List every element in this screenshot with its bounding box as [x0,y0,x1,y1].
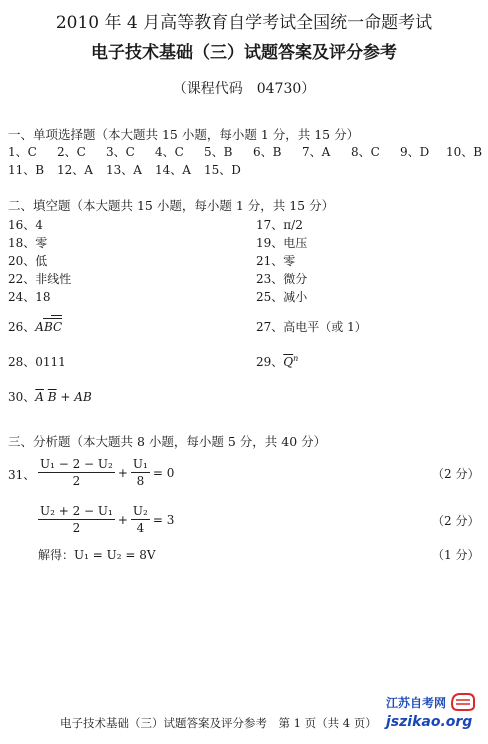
answer-30-rest: + AB [56,390,92,404]
fill-answer: 18、零 [8,236,48,250]
eq2-denominator-1: 2 [72,521,81,535]
section-heading-fill: 二、填空题（本大题共 15 小题，每小题 1 分，共 15 分） [8,198,335,213]
eq2-points: （2 分） [432,514,480,528]
watermark-top-text: 江苏自考网 [386,696,447,710]
equation-2 [38,503,174,536]
answer-29-number: 29、 [256,355,284,369]
exam-title: 2010 年 4 月高等教育自学考试全国统一命题考试 [55,13,433,33]
eq1-plus: + [117,465,128,480]
choice-answer: 13、A [106,163,142,177]
solution-line [38,546,156,563]
choice-answer: 10、B [446,145,483,159]
eq2-rhs: = 3 [152,512,175,527]
eq1-points: （2 分） [432,467,480,481]
site-watermark [386,690,486,740]
choice-answer: 11、B [8,163,45,177]
choice-answer: 1、C [8,145,37,159]
choice-answer: 5、B [204,145,233,159]
answer-26 [8,318,62,335]
fill-answer: 25、减小 [256,290,308,304]
page-footer: 电子技术基础（三）试题答案及评分参考 第 1 页（共 4 页） [60,716,377,730]
fill-answer: 24、18 [8,290,51,304]
section-heading-choice: 一、单项选择题（本大题共 15 小题，每小题 1 分，共 15 分） [8,127,360,142]
watermark-bottom-text: jszikao.org [386,714,473,730]
choice-answer: 4、C [155,145,184,159]
eq1-rhs: = 0 [152,465,175,480]
answer-30-number: 30、 [8,390,36,404]
eq2-fraction-1 [38,503,115,536]
document-subtitle: 电子技术基础（三）试题答案及评分参考 [91,43,397,63]
choice-answer: 7、A [302,145,331,159]
answer-26-expression [35,320,62,334]
answer-29-text: $\overline{Q}$ [283,355,294,369]
choice-answer: 15、D [204,163,241,177]
question-31-number: 31、 [8,468,36,482]
eq1-fraction-2 [131,456,150,489]
eq1-denominator-1: 2 [72,474,81,488]
fill-answer: 16、4 [8,218,43,232]
solution-label: 解得： [38,548,75,562]
course-code: （课程代码 04730） [172,81,316,97]
fill-answer: 19、电压 [256,236,308,250]
fill-answer: 20、低 [8,254,48,268]
eq1-numerator-2: U₁ [132,457,148,471]
overline-bc [43,318,62,319]
choice-answer: 6、B [253,145,282,159]
answer-26-text: ABC [35,320,63,334]
equation-1 [38,456,174,489]
eq2-fraction-2 [131,503,150,536]
choice-answer: 14、A [155,163,191,177]
solution-points: （1 分） [432,548,480,562]
hand-pointer-icon [446,690,480,712]
choice-answer: 8、C [351,145,380,159]
choice-answer: 9、D [400,145,430,159]
answer-30-expression [35,390,92,404]
choice-answer: 2、C [57,145,86,159]
eq1-numerator-1: U₁ − 2 − U₂ [40,457,113,471]
choice-answer: 3、C [106,145,135,159]
answer-29-superscript: n [293,354,299,363]
fill-answer: 17、π/2 [256,218,303,232]
answer-29 [256,353,300,370]
fill-answer: 22、非线性 [8,272,72,286]
eq2-plus: + [117,512,128,527]
answer-30 [8,388,92,405]
solution-expression: U₁ = U₂ = 8V [74,548,156,562]
answer-30-a-bar: $\overline{A}$ [35,390,44,404]
eq2-denominator-2: 4 [136,521,145,535]
fill-answer: 21、零 [256,254,296,268]
eq2-numerator-1: U₂ + 2 − U₁ [40,504,113,518]
answer-26-number: 26、 [8,320,36,334]
answer-30-b-bar: $\overline{B}$ [47,390,57,404]
overline-c [51,315,62,316]
eq2-numerator-2: U₂ [132,504,148,518]
answer-29-expression [283,354,300,369]
fill-answer: 23、微分 [256,272,308,286]
answer-27: 27、高电平（或 1） [256,320,367,334]
eq1-denominator-2: 8 [136,474,145,488]
answer-28: 28、0111 [8,355,66,369]
section-heading-analysis: 三、分析题（本大题共 8 小题，每小题 5 分，共 40 分） [8,434,327,449]
choice-answer: 12、A [57,163,93,177]
eq1-fraction-1 [38,456,115,489]
